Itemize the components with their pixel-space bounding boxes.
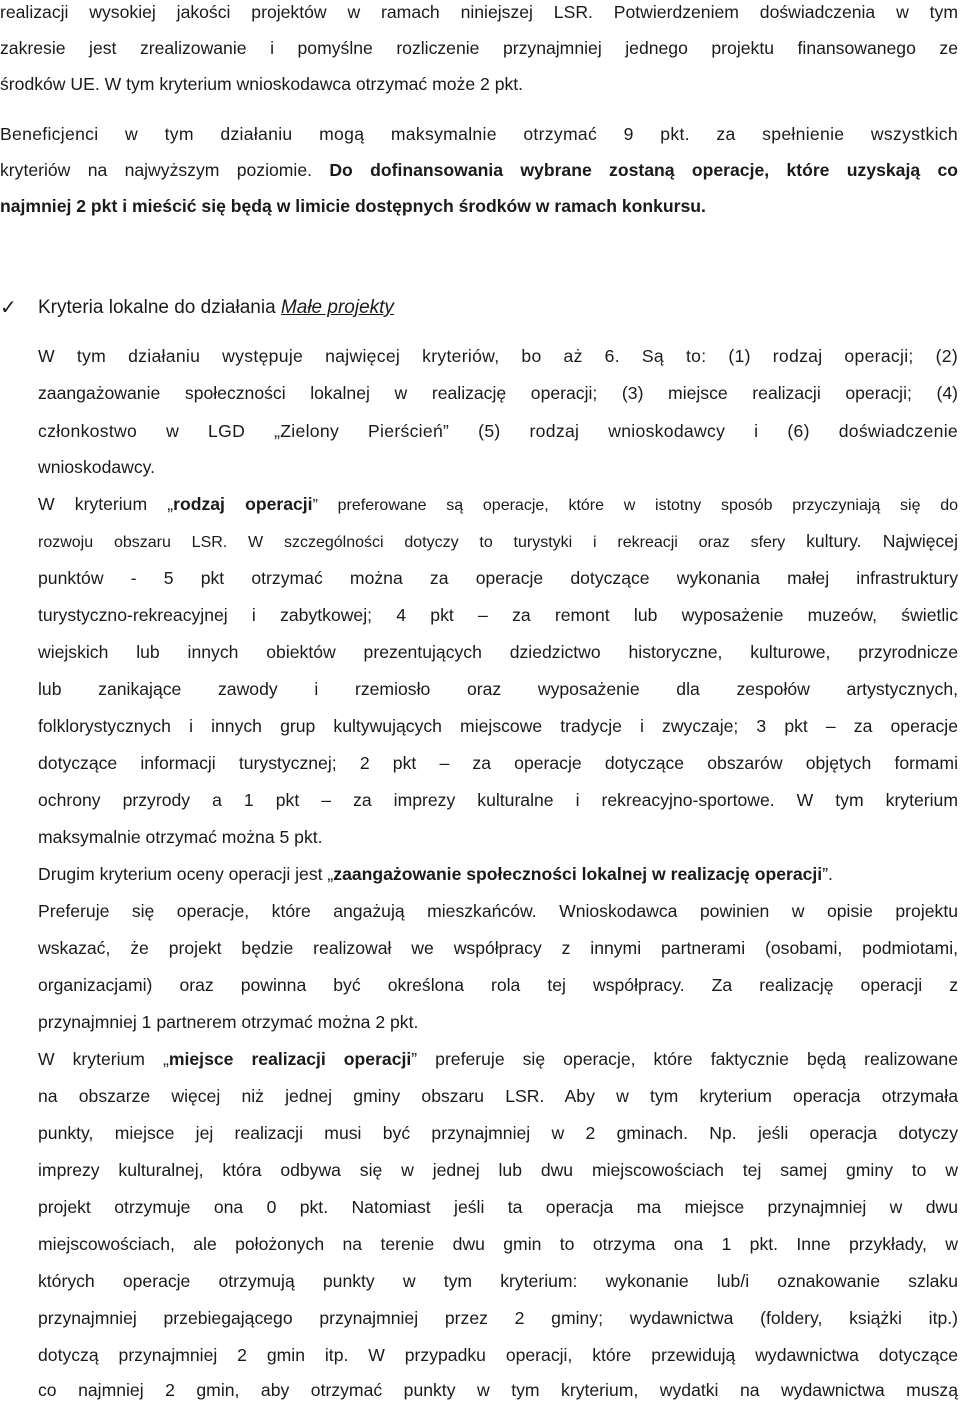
text-line: co najmniej 2 gmin, aby otrzymać punkty w tym kryterium, wydatki na wydawnictwa muszą xyxy=(38,1380,958,1400)
text-line xyxy=(38,493,958,517)
bold-text: zaangażowanie społeczności lokalnej w realizację operacji xyxy=(333,864,823,884)
text-line: przynajmniej 1 partnerem otrzymać można 2 pkt. xyxy=(38,1012,419,1032)
text-line: projekt otrzymuje ona 0 pkt. Natomiast jeśli ta operacja ma miejsce przynajmniej w dwu xyxy=(38,1197,958,1217)
text-line: punktów - 5 pkt otrzymać można za operacje dotyczące wykonania małej infrastruktury xyxy=(38,568,958,588)
text-line: ochrony przyrody a 1 pkt – za imprezy kulturalne i rekreacyjno-sportowe. W tym kryterium xyxy=(38,790,958,810)
text-line: W tym działaniu występuje najwięcej kryteriów, bo aż 6. Są to: (1) rodzaj operacji; (2) xyxy=(38,346,958,366)
bold-text: miejsce realizacji operacji xyxy=(168,1049,412,1069)
section-heading xyxy=(38,297,394,319)
text-span: ”. xyxy=(822,864,833,884)
bold-text: najmniej 2 pkt i mieścić się będą w limicie dostępnych środków w ramach konkursu. xyxy=(0,196,706,216)
text-line: dotyczące informacji turystycznej; 2 pkt – za operacje dotyczące obszarów objętych formami xyxy=(38,753,958,773)
bold-text-line xyxy=(0,195,706,217)
text-line: punkty, miejsce jej realizacji musi być przynajmniej w 2 gminach. Np. jeśli operacja dotyczy xyxy=(38,1123,958,1143)
text-line: wnioskodawcy. xyxy=(38,457,156,477)
text-span: Drugim kryterium oceny operacji jest „ xyxy=(38,864,334,884)
text-line: wskazać, że projekt będzie realizował we współpracy z innymi partnerami (osobami, podmiotami, xyxy=(38,938,958,958)
text-line: członkostwo w LGD „Zielony Pierścień” (5) rodzaj wnioskodawcy i (6) doświadczenie xyxy=(38,421,958,441)
text-line: realizacji wysokiej jakości projektów w ramach niniejszej LSR. Potwierdzeniem doświadczenia w tym xyxy=(0,2,958,22)
text-line: Preferuje się operacje, które angażują mieszkańców. Wnioskodawca powinien w opisie projektu xyxy=(38,901,958,921)
text-line xyxy=(0,159,958,181)
text-line: wiejskich lub innych obiektów prezentujących dziedzictwo historyczne, kulturowe, przyrodnicze xyxy=(38,642,958,662)
text-line: zakresie jest zrealizowanie i pomyślne rozliczenie przynajmniej jednego projektu finansowanego ze xyxy=(0,38,958,58)
heading-text: Kryteria lokalne do działania xyxy=(38,297,281,318)
text-line: turystyczno-rekreacyjnej i zabytkowej; 4 pkt – za remont lub wyposażenie muzeów, świetlic xyxy=(38,605,958,625)
text-span: W kryterium „ xyxy=(38,1049,169,1069)
text-span: rozwoju obszaru LSR. W szczególności dotyczy to turystyki i rekreacji oraz sfery xyxy=(38,534,807,551)
text-line: dotyczą przynajmniej 2 gmin itp. W przypadku operacji, które przewidują wydawnictwa dotyczące xyxy=(38,1345,958,1365)
bold-text: rodzaj operacji xyxy=(173,494,313,514)
text-line xyxy=(38,1048,958,1070)
bold-text: Do dofinansowania wybrane zostaną operacje, które uzyskają co xyxy=(329,160,958,180)
checkmark-icon: ✓ xyxy=(0,297,17,319)
text-span: ” preferowane są operacje, które w istotny sposób przyczyniają się do xyxy=(312,497,959,514)
text-line: na obszarze więcej niż jednej gminy obszaru LSR. Aby w tym kryterium operacja otrzymała xyxy=(38,1086,958,1106)
text-span: W kryterium „ xyxy=(38,494,174,514)
text-line xyxy=(38,530,958,554)
text-line xyxy=(38,863,833,885)
text-line: Beneficjenci w tym działaniu mogą maksymalnie otrzymać 9 pkt. za spełnienie wszystkich xyxy=(0,124,958,144)
text-span: kultury. Najwięcej xyxy=(806,531,958,551)
text-line: maksymalnie otrzymać można 5 pkt. xyxy=(38,827,323,847)
text-line: miejscowościach, ale położonych na terenie dwu gmin to otrzyma ona 1 pkt. Inne przykłady, w xyxy=(38,1234,958,1254)
text-line: imprezy kulturalnej, która odbywa się w jednej lub dwu miejscowościach tej samej gminy to w xyxy=(38,1160,958,1180)
text-line: zaangażowanie społeczności lokalnej w realizację operacji; (3) miejsce realizacji operacji; (4) xyxy=(38,383,958,403)
text-line: lub zanikające zawody i rzemiosło oraz wyposażenie dla zespołów artystycznych, xyxy=(38,679,958,699)
heading-emphasis: Małe projekty xyxy=(280,297,394,318)
text-line: folklorystycznych i innych grup kultywujących miejscowe tradycje i zwyczaje; 3 pkt – za operacje xyxy=(38,716,958,736)
text-line: organizacjami) oraz powinna być określona rola tej współpracy. Za realizację operacji z xyxy=(38,975,958,995)
text-span: kryteriów na najwyższym poziomie. xyxy=(0,160,330,180)
text-line: których operacje otrzymują punkty w tym kryterium: wykonanie lub/i oznakowanie szlaku xyxy=(38,1271,958,1291)
text-line: przynajmniej przebiegającego przynajmniej przez 2 gminy; wydawnictwa (foldery, książki itp.) xyxy=(38,1308,958,1328)
text-span: ” preferuje się operacje, które faktycznie będą realizowane xyxy=(411,1049,958,1069)
text-line: środków UE. W tym kryterium wnioskodawca otrzymać może 2 pkt. xyxy=(0,74,524,94)
